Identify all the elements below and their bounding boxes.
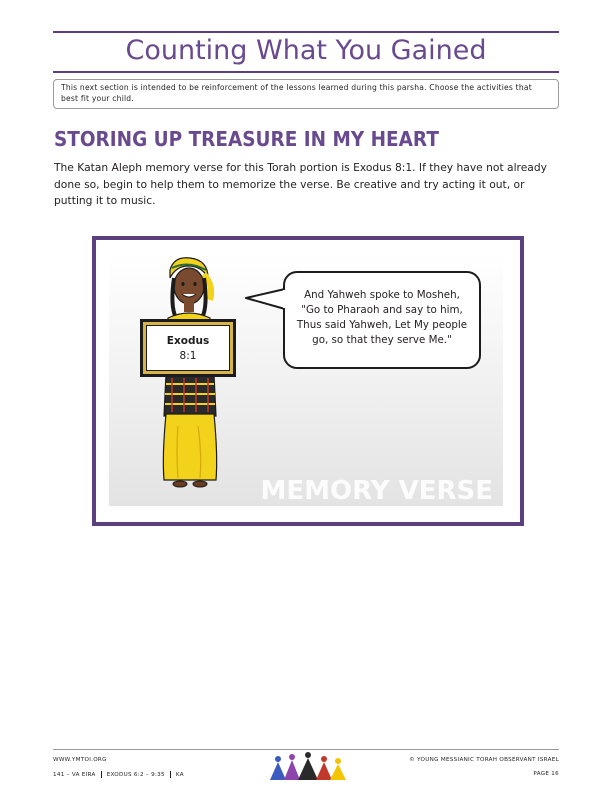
verse-reference-sign (140, 319, 236, 377)
footer-lesson: 141 – VA EIRA (53, 772, 96, 778)
footer-copyright: © YOUNG MESSIANIC TORAH OBSERVANT ISRAEL (409, 757, 559, 763)
section-body: The Katan Aleph memory verse for this Torah portion is Exodus 8:1. If they have not already done so, begin to help them to memorize the verse. Be creative and try acting it out, or putting it to music. (54, 161, 547, 207)
memory-verse-watermark: MEMORY VERSE (260, 476, 493, 506)
footer-level: KA (175, 772, 184, 778)
footer-lesson-info (53, 771, 184, 778)
section-heading: STORING UP TREASURE IN MY HEART (54, 127, 439, 151)
footer-page-number: PAGE 16 (533, 771, 559, 777)
intro-note: This next section is intended to be reinforcement of the lessons learned during this parsha. Choose the activities that best fit your child. (53, 79, 559, 109)
speech-bubble-tail (245, 285, 287, 313)
footer-rule (53, 749, 559, 750)
footer-scripture: EXODUS 6:2 – 9:35 (106, 772, 165, 778)
footer-website: WWW.YMTOI.ORG (53, 757, 107, 763)
sign-book: Exodus (166, 335, 210, 347)
header-bottom-rule (53, 71, 559, 73)
ymtoi-logo-icon (268, 752, 348, 782)
sign-reference: 8:1 (179, 350, 197, 362)
page-title: Counting What You Gained (125, 35, 487, 66)
speech-bubble: And Yahweh spoke to Mosheh, "Go to Pharaoh and say to him, Thus said Yahweh, Let My people go, so that they serve Me." (283, 271, 481, 369)
